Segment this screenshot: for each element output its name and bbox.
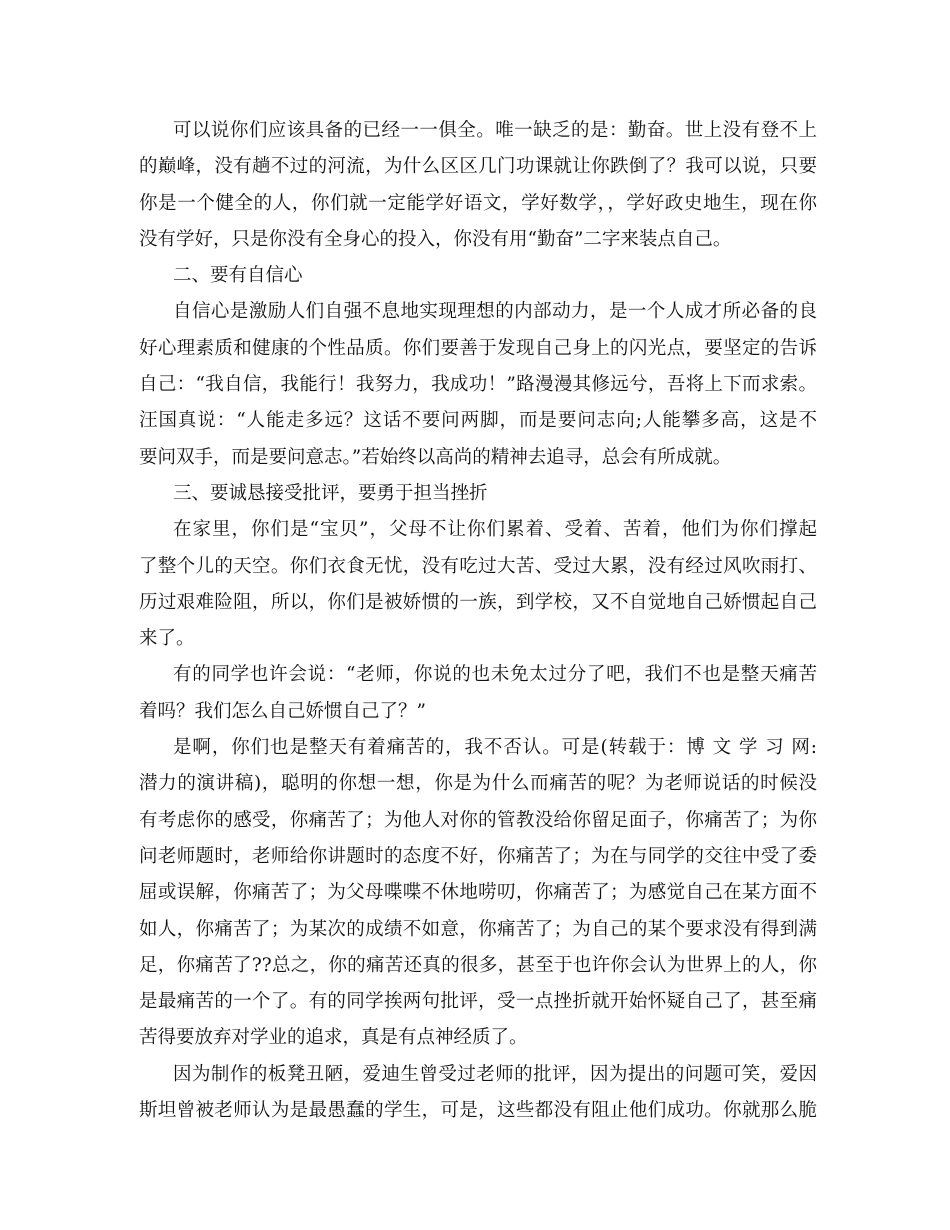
paragraph-line: 斯坦曾被老师认为是最愚蠢的学生，可是，这些都没有阻止他们成功。你就那么脆 xyxy=(139,1100,817,1122)
paragraph-line: 在家里，你们是“宝贝”，父母不让你们累着、受着、苦着，他们为你们撑起 xyxy=(173,519,817,541)
paragraph-line: 历过艰难险阻，所以，你们是被娇惯的一族，到学校，又不自觉地自己娇惯起自己 xyxy=(139,591,817,613)
paragraph-line: 潜力的演讲稿)，聪明的你想一想，你是为什么而痛苦的呢？为老师说话的时候没 xyxy=(139,773,817,795)
paragraph-line: 自己：“我自信，我能行！我努力，我成功！”路漫漫其修远兮，吾将上下而求索。 xyxy=(139,374,817,396)
paragraph-line: 好心理素质和健康的个性品质。你们要善于发现自己身上的闪光点，要坚定的告诉 xyxy=(139,337,817,359)
paragraph-line: 屈或误解，你痛苦了；为父母喋喋不休地唠叨，你痛苦了；为感觉自己在某方面不 xyxy=(139,882,817,904)
paragraph-line: 来了。 xyxy=(139,628,195,650)
paragraph-line: 汪国真说：“人能走多远？这话不要问两脚，而是要问志向;人能攀多高，这是不 xyxy=(139,410,817,432)
paragraph-line: 足，你痛苦了??总之，你的痛苦还真的很多，甚至于也许你会认为世界上的人，你 xyxy=(139,954,817,976)
paragraph-line: 问老师题时，老师给你讲题时的态度不好，你痛苦了；为在与同学的交往中受了委 xyxy=(139,845,817,867)
paragraph-line: 有考虑你的感受，你痛苦了；为他人对你的管教没给你留足面子，你痛苦了；为你 xyxy=(139,809,817,831)
body-text xyxy=(139,113,817,1129)
paragraph-line: 如人，你痛苦了；为某次的成绩不如意，你痛苦了；为自己的某个要求没有得到满 xyxy=(139,918,817,940)
paragraph-line: 有的同学也许会说：“老师，你说的也未免太过分了吧，我们不也是整天痛苦 xyxy=(173,664,817,686)
section-heading: 二、要有自信心 xyxy=(173,265,303,287)
paragraph-line: 没有学好，只是你没有全身心的投入，你没有用“勤奋”二字来装点自己。 xyxy=(139,228,732,250)
paragraph-line: 你是一个健全的人，你们就一定能学好语文，学好数学，，学好政史地生，现在你 xyxy=(139,192,817,214)
paragraph-line: 因为制作的板凳丑陋，爱迪生曾受过老师的批评，因为提出的问题可笑，爱因 xyxy=(173,1063,817,1085)
paragraph-line: 要问双手，而是要问意志。”若始终以高尚的精神去追寻，总会有所成就。 xyxy=(139,446,732,468)
paragraph-line: 苦得要放弃对学业的追求，真是有点神经质了。 xyxy=(139,1027,528,1049)
paragraph-line: 着吗？我们怎么自己娇惯自己了？” xyxy=(139,700,426,722)
paragraph-line: 的巅峰，没有趟不过的河流，为什么区区几门功课就让你跌倒了？我可以说，只要 xyxy=(139,156,817,178)
paragraph-line: 可以说你们应该具备的已经一一俱全。唯一缺乏的是：勤奋。世上没有登不上 xyxy=(173,120,817,141)
paragraph-line: 了整个儿的天空。你们衣食无忧，没有吃过大苦、受过大累，没有经过风吹雨打、 xyxy=(139,555,817,577)
section-heading: 三、要诚恳接受批评，要勇于担当挫折 xyxy=(173,482,488,504)
paragraph-line: 自信心是激励人们自强不息地实现理想的内部动力，是一个人成才所必备的良 xyxy=(173,301,817,323)
paragraph-line: 是最痛苦的一个了。有的同学挨两句批评，受一点挫折就开始怀疑自己了，甚至痛 xyxy=(139,991,817,1013)
paragraph-line: 是啊，你们也是整天有着痛苦的，我不否认。可是(转载于：博 文 学 习 网: xyxy=(173,737,817,759)
